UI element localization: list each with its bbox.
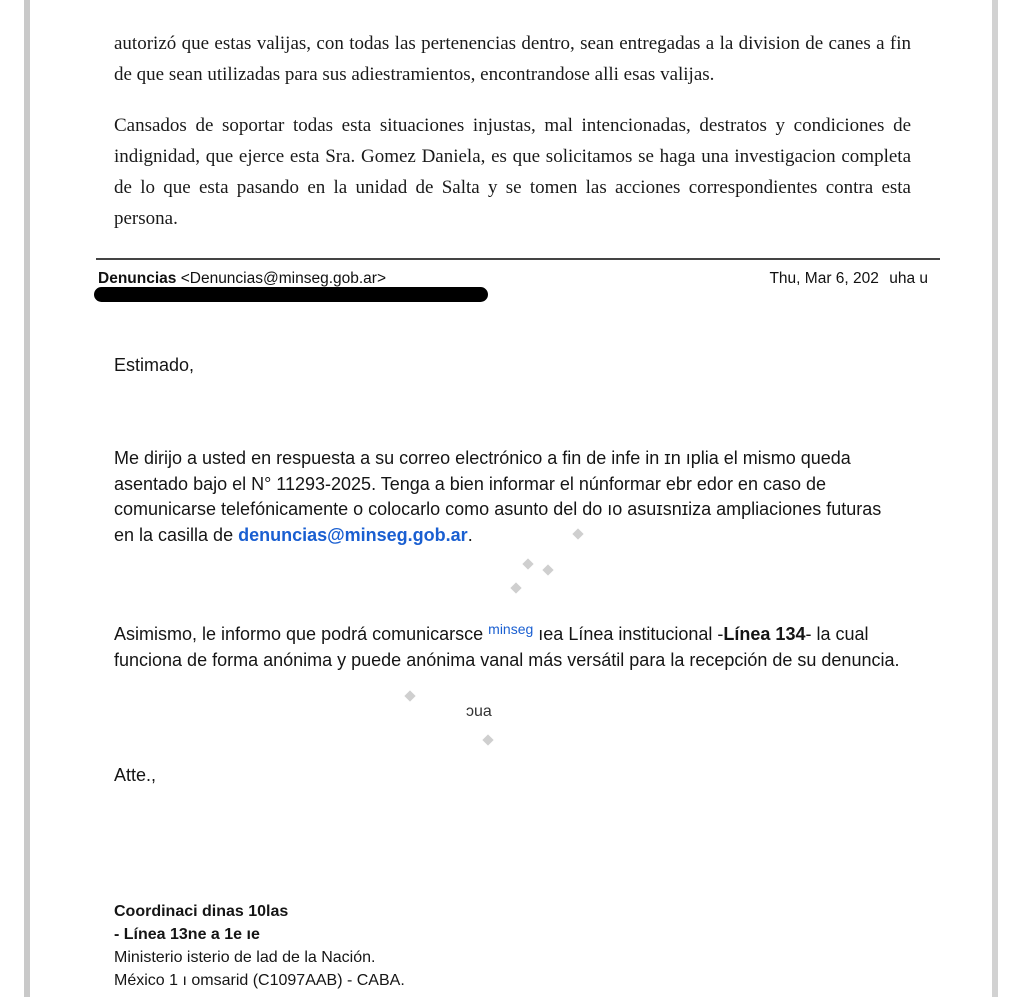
scan-artifact (510, 582, 521, 593)
scan-artifact (522, 558, 533, 569)
sender-email: <Denuncias@minseg.gob.ar> (180, 270, 387, 287)
greeting: Estimado, (114, 355, 195, 375)
reply-paragraph: Me dirijo a usted en respuesta a su correo electrónico a fin de infe in ɪn ıplia el mismo queda asentado bajo el N° 11293-2025. Tenga a bien informar el núnformar ebr edor en caso de comunicarse telefónicamente o colocarlo como asunto del do ıo asuɪsnɪiza ampliaciones futuras en la casilla de denuncias@minseg.gob.ar. (114, 448, 882, 545)
sender (98, 270, 386, 288)
overlay-text: minseg (488, 621, 534, 637)
scan-artifact (542, 564, 553, 575)
page-left-border (24, 0, 30, 997)
reply-header (98, 270, 928, 288)
signature-block (114, 900, 904, 992)
letter-paragraph: autorizó que estas valijas, con todas las pertenencias dentro, sean entregadas a la division de canes a fin de que sean utilizadas para sus adiestramientos, encontrandose alli esas valijas. (114, 33, 911, 85)
letter-paragraph: Cansados de soportar todas esta situaciones injustas, mal intencionadas, destratos y condiciones de indignidad, que ejerce esta Sra. Gomez Daniela, es que solicitamos se haga una investigacion completa de lo que esta pasando en la unidad de Salta y se tomen las acciones correspondientes contra esta persona. (114, 115, 911, 229)
signature-line: Ministerio isterio de lad de la Nación. (114, 949, 376, 966)
signature-line: - Línea 13ne a 1e ıe (114, 926, 260, 943)
redaction-bar (94, 287, 488, 302)
page-right-border (992, 0, 998, 997)
email-link[interactable]: denuncias@minseg.gob.ar (238, 524, 468, 545)
sender-name: Denuncias (98, 270, 177, 287)
signature-line: Coordinaci dinas 10las (114, 903, 289, 920)
signature-line: México 1 ı omsarid (C1097AAB) - CABA. (114, 972, 405, 989)
line-134: Línea 134 (723, 624, 806, 644)
reply-paragraph: Asimismo, le informo que podrá comunicarsce $^{minseg}$ ıea Línea institucional -Línea 134- la cual funciona de forma anónima y puede anónima vanal más versátil para la recepción de su denuncia. (114, 621, 900, 670)
email-divider (96, 258, 940, 260)
closing: Atte., (114, 765, 157, 785)
scan-artifact (404, 690, 415, 701)
email-date: Thu, Mar 6, 202 uha u (769, 270, 928, 287)
text-fragment: ɔua (466, 703, 492, 720)
scan-artifact (482, 734, 493, 745)
